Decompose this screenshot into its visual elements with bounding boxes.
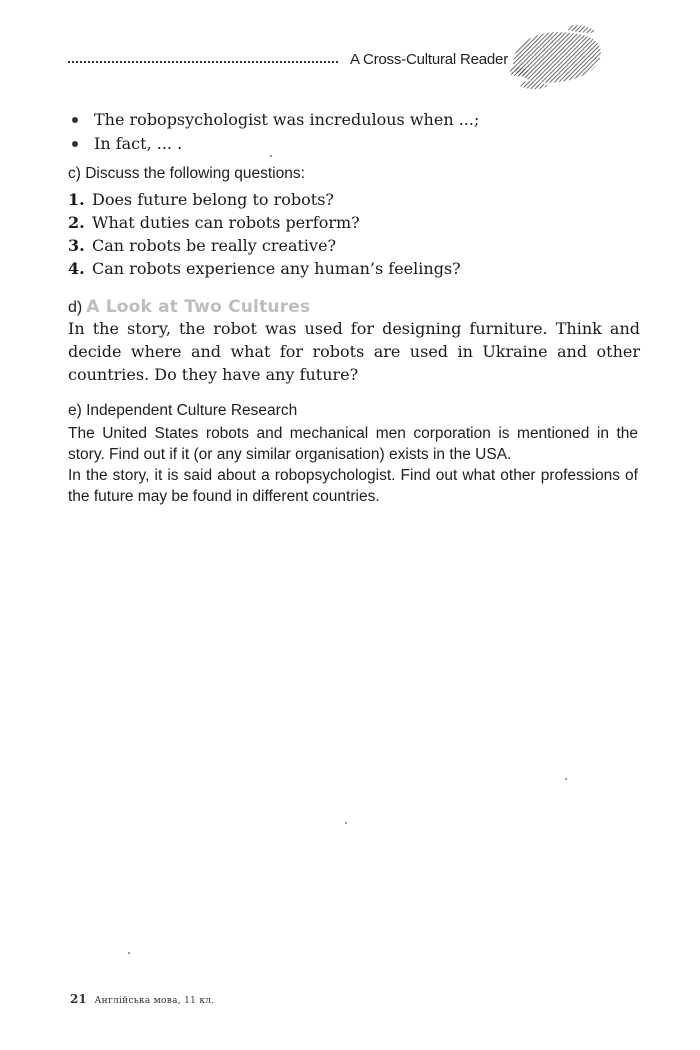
list-item: [70, 132, 630, 156]
question-number: 1.: [68, 190, 85, 209]
scan-speck: [345, 822, 347, 824]
header-title: A Cross-Cultural Reader: [350, 51, 508, 68]
scan-speck: [270, 155, 272, 157]
bullet-icon: [72, 141, 78, 147]
list-item: [68, 211, 638, 234]
bullet-text: The robopsychologist was incredulous when ...;: [94, 110, 480, 129]
section-d: [68, 297, 640, 386]
section-e: [68, 400, 638, 507]
list-item: [70, 108, 630, 132]
bullet-icon: [72, 117, 78, 123]
section-e-paragraph-1: The United States robots and mechanical men corporation is mentioned in the story. Find out if it (or any similar organisation) exists in the USA.: [68, 425, 638, 463]
section-d-letter: d): [68, 299, 83, 316]
question-text: Can robots be really creative?: [92, 236, 337, 255]
header-dotted-leader: [68, 61, 338, 63]
page-footer: [70, 992, 214, 1006]
section-c-label: c) Discuss the following questions:: [68, 165, 305, 182]
scan-speck: [565, 778, 567, 780]
question-text: What duties can robots perform?: [92, 213, 360, 232]
footer-note: Англійська мова, 11 кл.: [94, 996, 215, 1006]
question-list: [68, 188, 638, 280]
section-e-paragraph-2: In the story, it is said about a robopsychologist. Find out what other professions of the future may be found in different countries.: [68, 467, 638, 505]
section-d-heading-line: [68, 297, 640, 317]
section-e-label: e) Independent Culture Research: [68, 402, 298, 419]
list-item: [68, 234, 638, 257]
page-number: 21: [70, 992, 87, 1006]
section-d-heading: A Look at Two Cultures: [86, 297, 311, 317]
question-number: 3.: [68, 236, 85, 255]
question-text: Can robots experience any human’s feelings?: [92, 259, 461, 278]
prompt-bullet-list: [70, 108, 630, 156]
question-number: 4.: [68, 259, 85, 278]
bullet-text: In fact, ... .: [94, 134, 183, 153]
header-brush-decoration-icon: [508, 22, 608, 92]
section-d-paragraph: In the story, the robot was used for designing furniture. Think and decide where and what for robots are used in Ukraine and other countries. Do they have any future?: [68, 319, 640, 384]
running-header: [68, 44, 508, 68]
list-item: [68, 257, 638, 280]
section-c: [68, 163, 638, 280]
question-text: Does future belong to robots?: [92, 190, 335, 209]
list-item: [68, 188, 638, 211]
question-number: 2.: [68, 213, 85, 232]
scan-speck: [128, 952, 130, 954]
